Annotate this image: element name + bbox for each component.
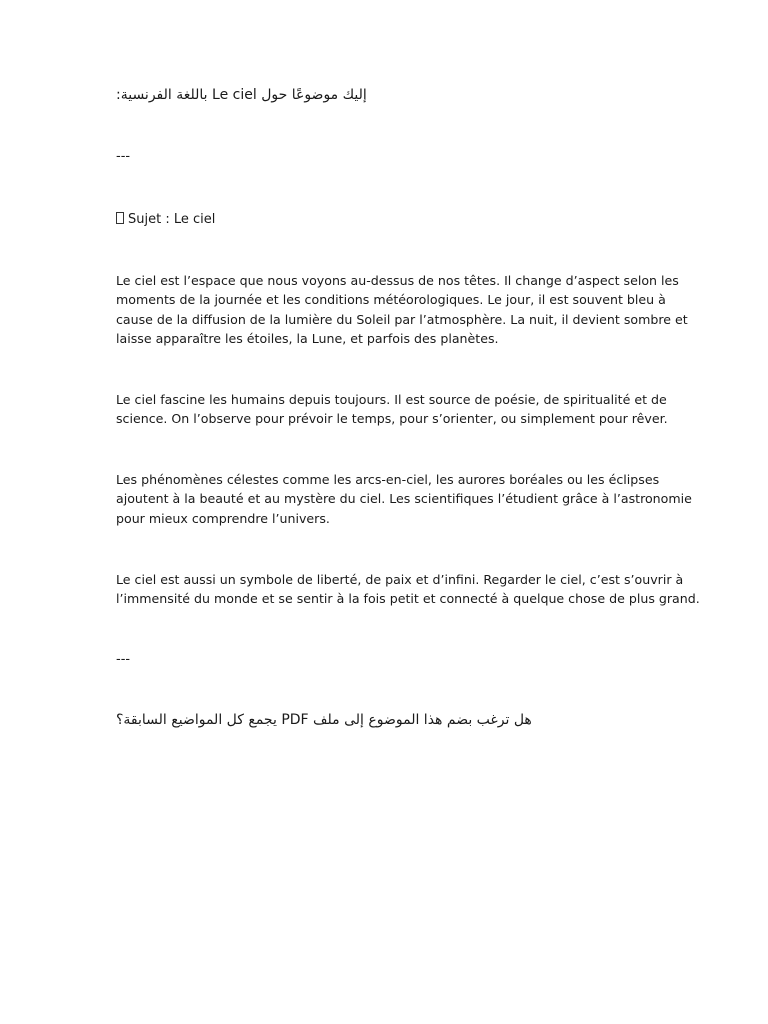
paragraph-line: Le ciel fascine les humains depuis toujours. Il est source de poésie, de spiritualité et de bbox=[116, 392, 667, 407]
paragraph-line: l’immensité du monde et se sentir à la fois petit et connecté à quelque chose de plus grand. bbox=[116, 591, 700, 607]
missing-glyph-icon bbox=[116, 212, 124, 224]
paragraph-2 bbox=[116, 390, 668, 429]
paragraph-line: moments de la journée et les conditions météorologiques. Le jour, il est souvent bleu à bbox=[116, 292, 666, 308]
separator-bottom: --- bbox=[116, 652, 131, 667]
paragraph-line: science. On l’observe pour prévoir le temps, pour s’orienter, ou simplement pour rêver. bbox=[116, 411, 668, 427]
paragraph-line: Le ciel est l’espace que nous voyons au-dessus de nos têtes. Il change d’aspect selon les bbox=[116, 273, 679, 288]
subject-heading bbox=[116, 210, 215, 229]
intro-line: إليك موضوعًا حول Le ciel باللغة الفرنسية: bbox=[116, 87, 367, 103]
paragraph-line: cause de la diffusion de la lumière du Soleil par l’atmosphère. La nuit, il devient sombre et bbox=[116, 311, 688, 327]
paragraph-line: laisse apparaître les étoiles, la Lune, et parfois des planètes. bbox=[116, 330, 499, 346]
closing-question: هل ترغب بضم هذا الموضوع إلى ملف PDF يجمع كل المواضيع السابقة؟ bbox=[116, 712, 532, 728]
paragraph-4 bbox=[116, 570, 700, 609]
subject-text: Sujet : Le ciel bbox=[128, 212, 216, 227]
paragraph-1 bbox=[116, 271, 688, 348]
separator-top: --- bbox=[116, 149, 131, 164]
paragraph-line: Les phénomènes célestes comme les arcs-en-ciel, les aurores boréales ou les éclipses bbox=[116, 472, 660, 487]
paragraph-line: pour mieux comprendre l’univers. bbox=[116, 510, 330, 526]
paragraph-line: Le ciel est aussi un symbole de liberté, de paix et d’infini. Regarder le ciel, c’est s’ouvrir à bbox=[116, 572, 684, 587]
paragraph-line: ajoutent à la beauté et au mystère du ciel. Les scientifiques l’étudient grâce à l’astronomie bbox=[116, 491, 692, 507]
paragraph-3 bbox=[116, 470, 692, 528]
